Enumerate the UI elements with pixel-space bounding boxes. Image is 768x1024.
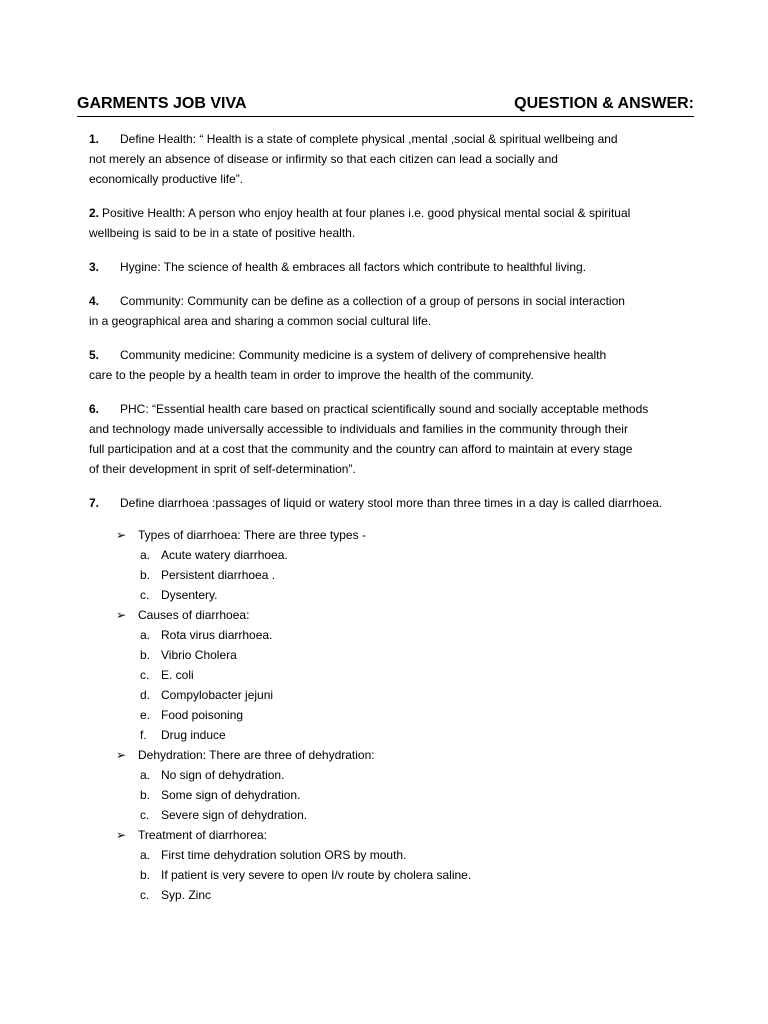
question-number: 6. bbox=[89, 402, 100, 416]
question-text-line: Hygine: The science of health & embraces all factors which contribute to healthful living. bbox=[120, 260, 587, 274]
question-text-line: economically productive life”. bbox=[89, 172, 244, 186]
arrow-bullet-icon: ➢ bbox=[116, 828, 127, 842]
question-text-line: Define diarrhoea :passages of liquid or watery stool more than three times in a day is called diarrhoea. bbox=[120, 496, 663, 510]
question-5 bbox=[89, 345, 699, 385]
header-subtitle: QUESTION & ANSWER: bbox=[514, 95, 694, 112]
list-item: a. Rota virus diarrhoea. bbox=[140, 628, 273, 642]
list-item: d. Compylobacter jejuni bbox=[140, 688, 274, 702]
list-item: b. Vibrio Cholera bbox=[140, 648, 237, 662]
question-text-line: Community: Community can be define as a collection of a group of persons in social interaction bbox=[120, 294, 625, 308]
question-text-line: wellbeing is said to be in a state of positive health. bbox=[89, 226, 356, 240]
question-number: 4. bbox=[89, 294, 100, 308]
section-dehydration-title: ➢ Dehydration: There are three of dehydration: bbox=[116, 745, 375, 765]
question-7 bbox=[89, 493, 699, 513]
question-number: 1. bbox=[89, 132, 100, 146]
question-text-line: full participation and at a cost that the community and the country can afford to maintain at every stage bbox=[89, 442, 633, 456]
arrow-bullet-icon: ➢ bbox=[116, 608, 127, 622]
question-text-line: care to the people by a health team in order to improve the health of the community. bbox=[89, 368, 534, 382]
question-text-line: not merely an absence of disease or infirmity so that each citizen can lead a socially and bbox=[89, 152, 558, 166]
header-title: GARMENTS JOB VIVA bbox=[77, 95, 247, 112]
arrow-bullet-icon: ➢ bbox=[116, 748, 127, 762]
section-treatment-title: ➢ Treatment of diarrhorea: bbox=[116, 825, 267, 845]
question-3 bbox=[89, 257, 699, 277]
list-item: c. Dysentery. bbox=[140, 588, 218, 602]
question-number: 5. bbox=[89, 348, 100, 362]
section-types-title: ➢ Types of diarrhoea: There are three types - bbox=[116, 525, 366, 545]
question-1 bbox=[89, 129, 699, 189]
list-item: e. Food poisoning bbox=[140, 708, 244, 722]
arrow-bullet-icon: ➢ bbox=[116, 528, 127, 542]
question-text-line: Define Health: “ Health is a state of complete physical ,mental ,social & spiritual wellbeing and bbox=[120, 132, 618, 146]
list-item: c. Syp. Zinc bbox=[140, 888, 212, 902]
list-item: b. Some sign of dehydration. bbox=[140, 788, 301, 802]
question-text-line: Community medicine: Community medicine is a system of delivery of comprehensive health bbox=[120, 348, 607, 362]
question-2 bbox=[89, 203, 699, 243]
question-text-line: PHC: “Essential health care based on practical scientifically sound and socially acceptable methods bbox=[120, 402, 649, 416]
question-text-line: in a geographical area and sharing a common social cultural life. bbox=[89, 314, 432, 328]
question-number: 7. bbox=[89, 496, 100, 510]
question-text-line: of their development in sprit of self-determination”. bbox=[89, 462, 356, 476]
list-item: b. Persistent diarrhoea . bbox=[140, 568, 276, 582]
question-text-line: Positive Health: A person who enjoy health at four planes i.e. good physical mental social & spiritual bbox=[102, 206, 631, 220]
question-number: 3. bbox=[89, 260, 100, 274]
list-item: a. No sign of dehydration. bbox=[140, 768, 285, 782]
section-causes-title: ➢ Causes of diarrhoea: bbox=[116, 605, 249, 625]
question-6 bbox=[89, 399, 699, 479]
list-item: c. Severe sign of dehydration. bbox=[140, 808, 308, 822]
question-4 bbox=[89, 291, 699, 331]
question-text-line: and technology made universally accessible to individuals and families in the community through their bbox=[89, 422, 628, 436]
list-item: f. Drug induce bbox=[140, 728, 226, 742]
question-number: 2. bbox=[89, 206, 100, 220]
list-item: a. First time dehydration solution ORS by mouth. bbox=[140, 848, 407, 862]
list-item: c. E. coli bbox=[140, 668, 194, 682]
list-item: a. Acute watery diarrhoea. bbox=[140, 548, 288, 562]
page-header bbox=[77, 92, 694, 117]
list-item: b. If patient is very severe to open I/v route by cholera saline. bbox=[140, 868, 472, 882]
